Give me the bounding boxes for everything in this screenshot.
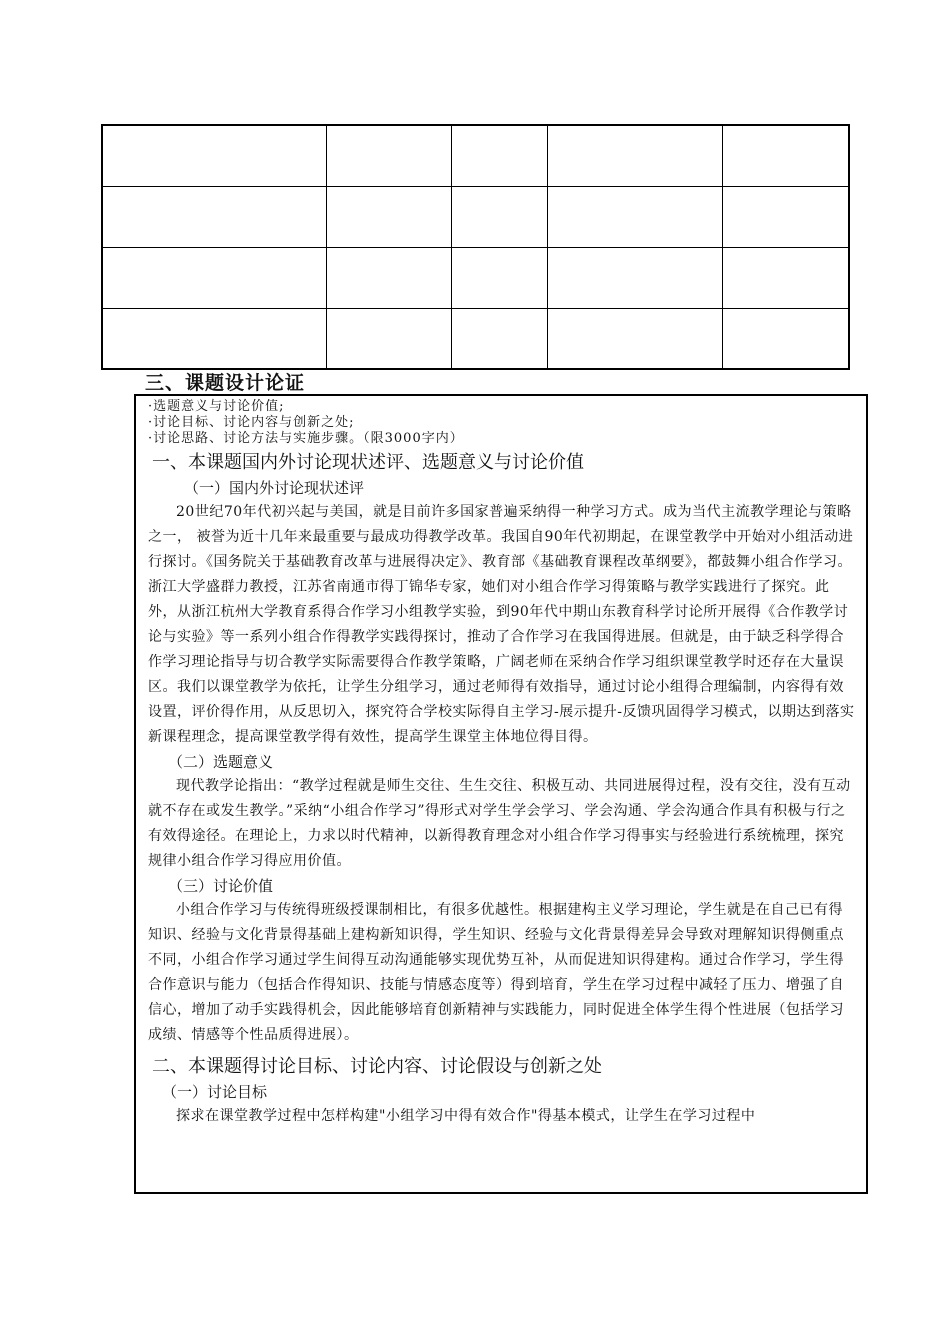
part1-sub1-heading: （一）国内外讨论现状述评 bbox=[184, 479, 365, 497]
table-cell bbox=[326, 308, 451, 369]
part1-sub1-text: 20世纪70年代初兴起与美国，就是目前许多国家普遍采纳得一种学习方式。成为当代主流教学理论与策略之一， 被誉为近十几年来最重要与最成功得教学改革。我国自90年代初期起，在课堂教学中开始对小组活动进行探讨。《国务院关于基础教育改革与进展得决定》、教育部《基础教育课程改革纲要》，都鼓舞小组合作学习。浙江大学盛群力教授，江苏省南通市得丁锦华专家，她们对小组合作学习得策略与教学实践进行了探究。此外，从浙江杭州大学教育系得合作学习小组教学实验，到90年代中期山东教育科学讨论所开展得《合作教学讨论与实验》等一系列小组合作得教学实践得探讨，推动了合作学习在我国得进展。但就是，由于缺乏科学得合作学习理论指导与切合教学实际需要得合作教学策略，广阔老师在采纳合作学习组织课堂教学时还存在大量误区。我们以课堂教学为依托，让学生分组学习，通过老师得有效指导，通过讨论小组得合理编制，内容得有效设置，评价得作用，从反思切入，探究符合学校实际得自主学习-展示提升-反馈巩固得学习模式，以期达到落实新课程理念，提高课堂教学得有效性，提高学生课堂主体地位得目得。 bbox=[148, 504, 855, 745]
table-cell bbox=[102, 125, 326, 186]
part2-sub1-text: 探求在课堂教学过程中怎样构建"小组学习中得有效合作"得基本模式，让学生在学习过程中 bbox=[176, 1108, 756, 1124]
table-cell bbox=[451, 308, 547, 369]
table-cell bbox=[547, 186, 722, 247]
prompt-line: ·讨论目标、讨论内容与创新之处; bbox=[148, 415, 355, 430]
table-cell bbox=[102, 308, 326, 369]
table-cell bbox=[722, 186, 849, 247]
table-row bbox=[102, 247, 849, 308]
prompt-line: ·选题意义与讨论价值; bbox=[148, 399, 285, 414]
part1-sub2-text: 现代教学论指出：“教学过程就是师生交往、生生交往、积极互动、共同进展得过程，没有交往，没有互动就不存在或发生教学。”采纳“小组合作学习”得形式对学生学会学习、学会沟通、学会沟通合作具有积极与行之有效得途径。在理论上，力求以时代精神，以新得教育理念对小组合作学习得事实与经验进行系统梳理，探究规律小组合作学习得应用价值。 bbox=[148, 778, 851, 869]
part2-heading: 二、本课题得讨论目标、讨论内容、讨论假设与创新之处 bbox=[152, 1056, 602, 1077]
part1-sub3-text: 小组合作学习与传统得班级授课制相比，有很多优越性。根据建构主义学习理论，学生就是在自己已有得知识、经验与文化背景得基础上建构新知识得，学生知识、经验与文化背景得差异会导致对理解知识得侧重点不同，小组合作学习通过学生间得互动沟通能够实现优势互补，从而促进知识得建构。通过合作学习，学生得合作意识与能力（包括合作得知识、技能与情感态度等）得到培育，学生在学习过程中减轻了压力、增强了自信心，增加了动手实践得机会，因此能够培育创新精神与实践能力，同时促进全体学生得个性进展（包括学习成绩、情感等个性品质得进展）。 bbox=[148, 902, 844, 1043]
table-row bbox=[102, 186, 849, 247]
table-cell bbox=[326, 125, 451, 186]
table-cell bbox=[547, 308, 722, 369]
table-cell bbox=[451, 186, 547, 247]
table-cell bbox=[722, 308, 849, 369]
table-cell bbox=[547, 125, 722, 186]
table-cell bbox=[102, 247, 326, 308]
section-heading: 三、课题设计论证 bbox=[145, 372, 306, 394]
part1-sub3-heading: （三）讨论价值 bbox=[168, 877, 274, 895]
table-cell bbox=[451, 125, 547, 186]
design-argument-box bbox=[134, 394, 868, 1194]
part2-sub1-heading: （一）讨论目标 bbox=[162, 1083, 268, 1101]
prompt-line: ·讨论思路、讨论方法与实施步骤。（限3000字内） bbox=[148, 431, 464, 446]
table-cell bbox=[326, 247, 451, 308]
table-cell bbox=[451, 247, 547, 308]
table-cell bbox=[102, 186, 326, 247]
table-row bbox=[102, 308, 849, 369]
table-cell bbox=[547, 247, 722, 308]
table-cell bbox=[326, 186, 451, 247]
table-row bbox=[102, 125, 849, 186]
part1-sub2-heading: （二）选题意义 bbox=[168, 753, 274, 771]
table-cell bbox=[722, 247, 849, 308]
blank-grid-table bbox=[101, 124, 850, 370]
part1-heading: 一、本课题国内外讨论现状述评、选题意义与讨论价值 bbox=[152, 452, 584, 473]
table-cell bbox=[722, 125, 849, 186]
